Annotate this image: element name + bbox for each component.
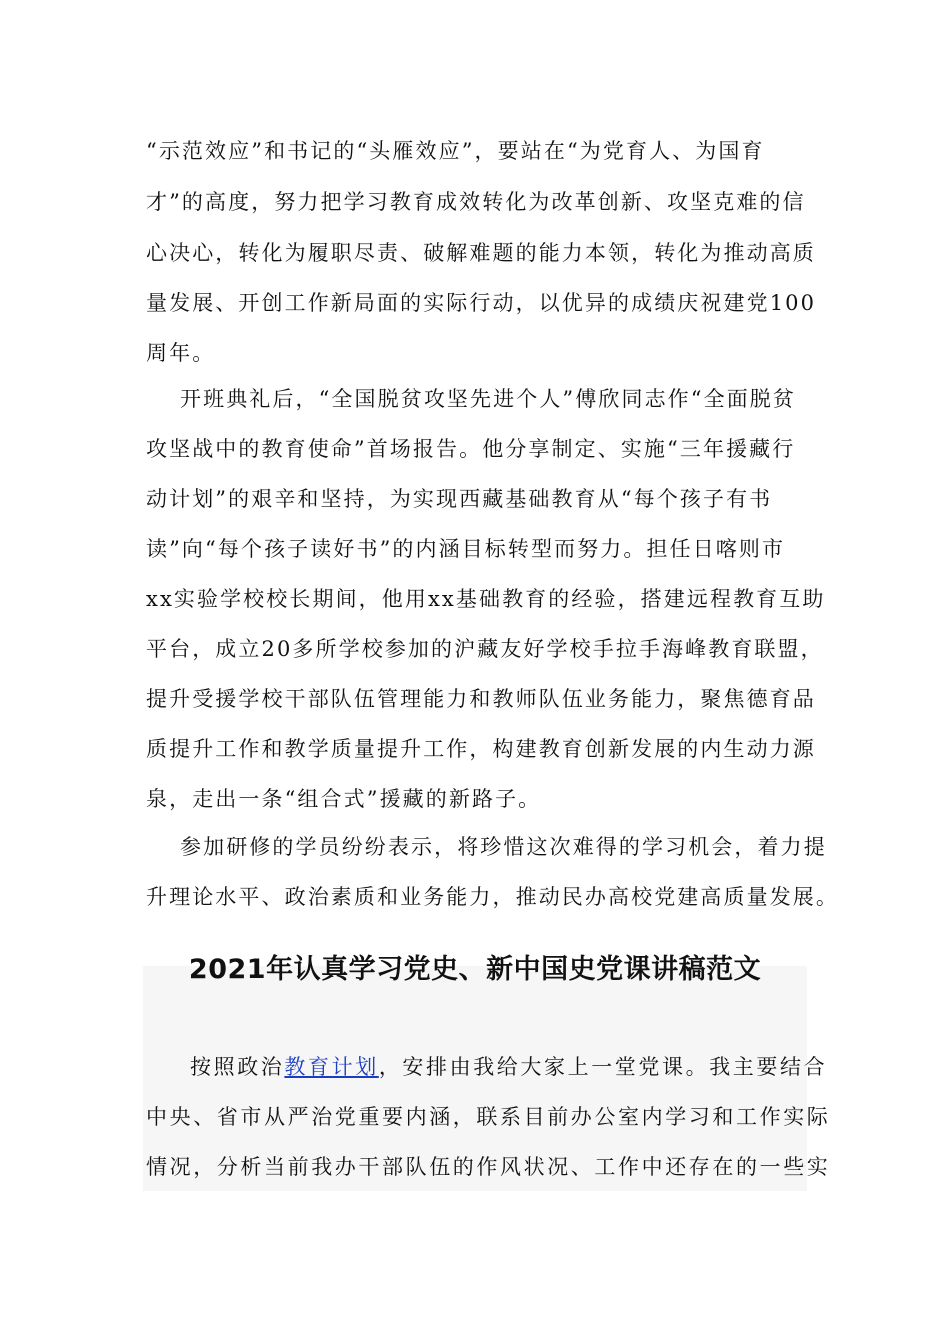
section-body-line-1-suffix: ，安排由我给大家上一堂党课。我主要结合 xyxy=(378,1055,828,1079)
paragraph-3-line-2: 升理论水平、政治素质和业务能力，推动民办高校党建高质量发展。 xyxy=(146,885,839,909)
paragraph-2-line-2: 攻坚战中的教育使命”首场报告。他分享制定、实施“三年援藏行 xyxy=(146,437,796,461)
education-plan-link[interactable]: 教育计划 xyxy=(284,1055,379,1079)
paragraph-1-line-3: 心决心，转化为履职尽责、破解难题的能力本领，转化为推动高质 xyxy=(146,241,816,265)
paragraph-2-line-4: 读”向“每个孩子读好书”的内涵目标转型而努力。担任日喀则市 xyxy=(146,537,786,561)
paragraph-2-line-6: 平台，成立20多所学校参加的沪藏友好学校手拉手海峰教育联盟， xyxy=(146,637,824,661)
paragraph-2-line-5: xx实验学校校长期间，他用xx基础教育的经验，搭建远程教育互助 xyxy=(146,587,826,611)
section-body-line-1 xyxy=(190,1052,827,1082)
paragraph-1-line-5: 周年。 xyxy=(146,341,216,365)
paragraph-2-line-9: 泉，走出一条“组合式”援藏的新路子。 xyxy=(146,787,542,811)
section-body-line-1-prefix: 按照政治 xyxy=(190,1055,285,1079)
paragraph-2-line-8: 质提升工作和教学质量提升工作，构建教育创新发展的内生动力源 xyxy=(146,737,816,761)
paragraph-3-line-1: 参加研修的学员纷纷表示，将珍惜这次难得的学习机会，着力提 xyxy=(180,835,827,859)
paragraph-2-line-1: 开班典礼后，“全国脱贫攻坚先进个人”傅欣同志作“全面脱贫 xyxy=(180,387,797,411)
section-body-line-2: 中央、省市从严治党重要内涵，联系目前办公室内学习和工作实际 xyxy=(146,1105,831,1129)
paragraph-2-line-3: 动计划”的艰辛和坚持，为实现西藏基础教育从“每个孩子有书 xyxy=(146,487,773,511)
paragraph-1-line-4: 量发展、开创工作新局面的实际行动，以优异的成绩庆祝建党100 xyxy=(146,291,817,315)
paragraph-2-line-7: 提升受援学校干部队伍管理能力和教师队伍业务能力，聚焦德育品 xyxy=(146,687,816,711)
section-heading: 2021年认真学习党史、新中国史党课讲稿范文 xyxy=(188,954,762,985)
paragraph-1-line-1: “示范效应”和书记的“头雁效应”，要站在“为党育人、为国育 xyxy=(146,139,765,163)
paragraph-1-line-2: 才”的高度，努力把学习教育成效转化为改革创新、攻坚克难的信 xyxy=(146,190,806,214)
section-body-line-3: 情况，分析当前我办干部队伍的作风状况、工作中还存在的一些实 xyxy=(146,1155,831,1179)
